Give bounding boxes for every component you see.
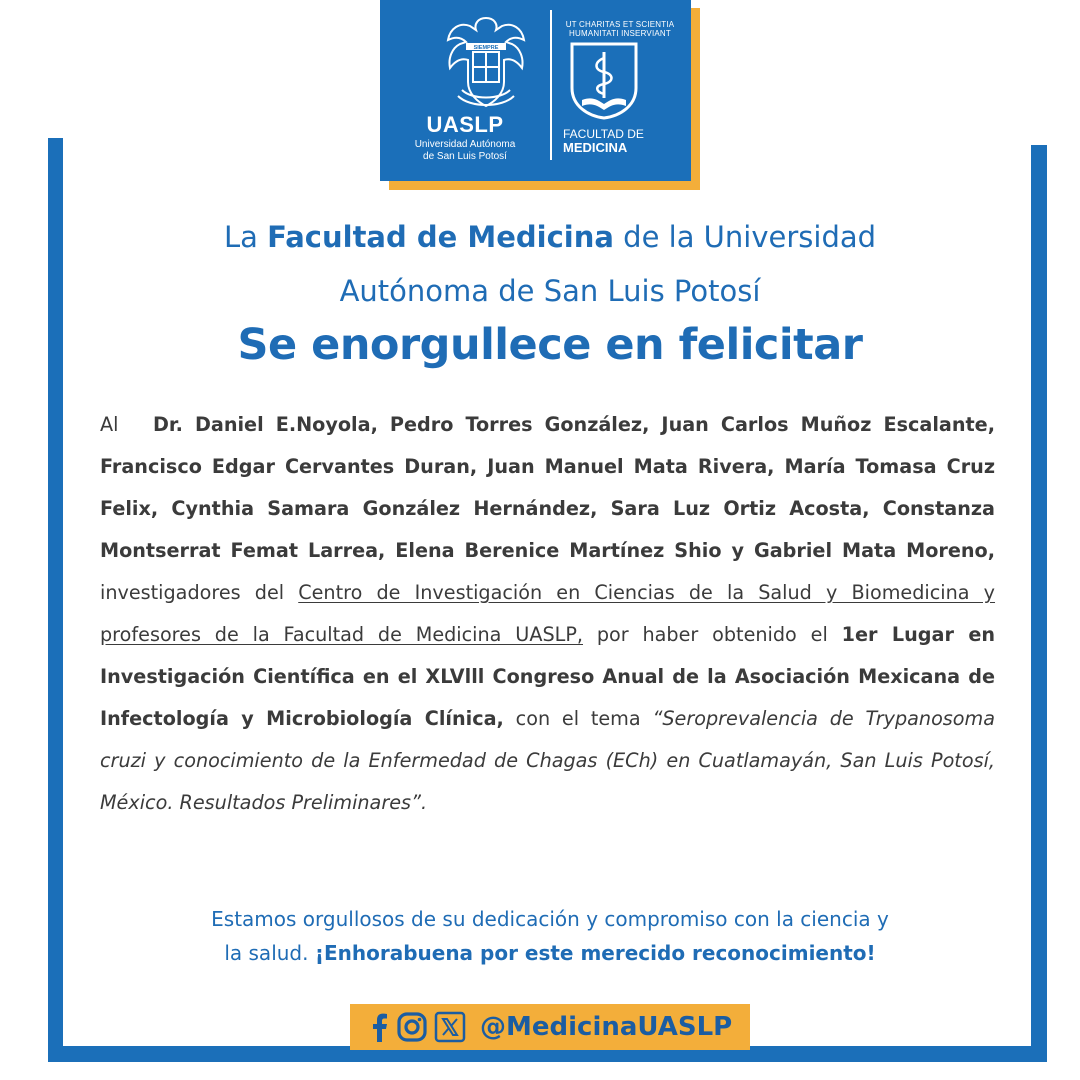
medicine-shield-icon [568, 40, 640, 120]
frame-right-border [1031, 145, 1047, 1062]
instagram-icon[interactable] [396, 1011, 428, 1043]
intro-faculty: Facultad de Medicina [267, 220, 614, 254]
uaslp-name: UASLP [426, 112, 504, 137]
intro-line-2: Autónoma de San Luis Potosí [339, 274, 761, 308]
social-handle[interactable]: @MedicinaUASLP [480, 1012, 733, 1042]
university-line-2: de San Luis Potosí [423, 151, 507, 162]
faculty-motto [565, 20, 675, 38]
closing-message [80, 902, 1020, 970]
intro-line-1 [70, 210, 1030, 264]
closing-line-2-pre: la salud. [224, 941, 315, 965]
body-con-tema: con el tema [503, 707, 653, 730]
logo-header [380, 0, 691, 181]
uaslp-subtitle [380, 139, 550, 163]
headline: Se enorgullece en felicitar [237, 320, 863, 370]
motto-line-1: UT CHARITAS ET SCIENTIA [565, 20, 675, 29]
frame-left-border [48, 138, 63, 1062]
uaslp-crest-icon [442, 12, 530, 112]
body-topic: “Seroprevalencia de Trypanosoma cruzi y conocimiento de la Enfermedad de Chagas (ECh) en Cuatlamayán, San Luis Potosí, México. Resultados Preliminares”. [100, 707, 995, 814]
intro-text [70, 210, 1030, 318]
logo-divider [550, 10, 552, 160]
faculty-label-line-1: FACULTAD DE [563, 127, 644, 141]
body-al: Al [100, 413, 119, 436]
intro-post: de la Universidad [613, 220, 877, 254]
body-investigadores: investigadores del [100, 581, 299, 604]
x-icon[interactable] [434, 1011, 466, 1043]
faculty-label [563, 127, 644, 155]
intro-pre: La [223, 220, 268, 254]
closing-line-2 [80, 936, 1020, 970]
social-bar [350, 1004, 750, 1050]
closing-line-1: Estamos orgullosos de su dedicación y compromiso con la ciencia y [211, 907, 889, 931]
motto-line-2: HUMANITATI INSERVIANT [569, 29, 671, 38]
body-award: 1er Lugar en Investigación Científica en el XLVlll Congreso Anual de la Asociación Mexicana de Infectología y Microbiología Clínica, [100, 623, 996, 730]
body-center: Centro de Investigación en Ciencias de la Salud y Biomedicina y profesores de la Facultad de Medicina UASLP, [100, 581, 996, 646]
congratulation-body [100, 404, 995, 824]
closing-line-2-bold: ¡Enhorabuena por este merecido reconocimiento! [314, 941, 876, 965]
body-names: Dr. Daniel E.Noyola, Pedro Torres González, Juan Carlos Muñoz Escalante, Francisco Edgar Cervantes Duran, Juan Manuel Mata Rivera, María Tomasa Cruz Felix, Cynthia Samara González Hernández, Sara Luz Ortiz Acosta, Constanza Montserrat Femat Larrea, Elena Berenice Martínez Shio y Gabriel Mata Moreno, [100, 413, 995, 562]
university-line-1: Universidad Autónoma [414, 139, 516, 150]
crest-banner-text: SIEMPRE [473, 45, 499, 51]
facebook-icon[interactable] [370, 1012, 388, 1042]
faculty-label-line-2: MEDICINA [563, 140, 628, 155]
body-por-haber: por haber obtenido el [583, 623, 842, 646]
